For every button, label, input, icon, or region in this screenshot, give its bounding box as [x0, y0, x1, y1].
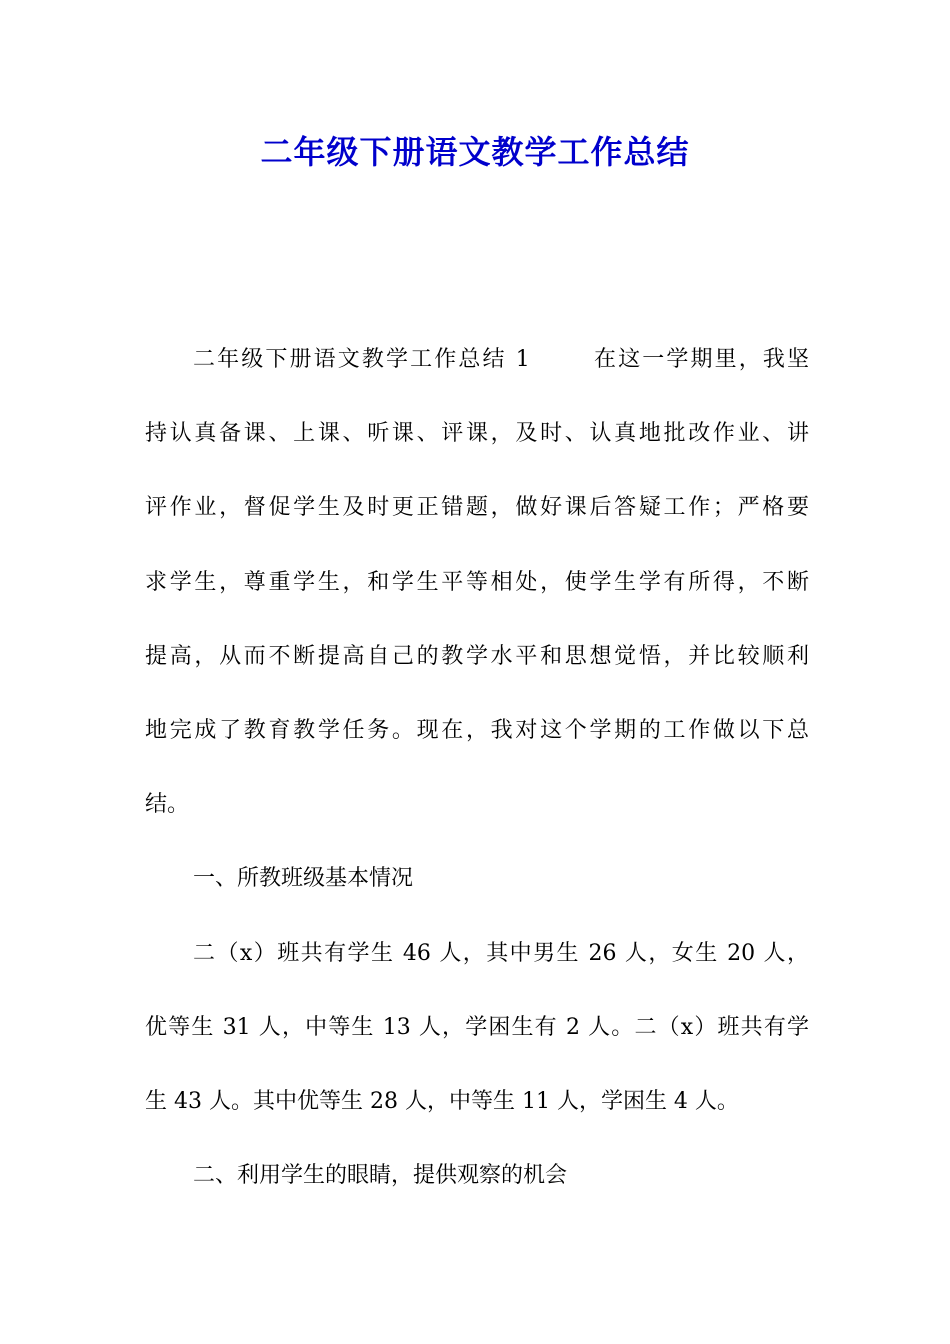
paragraph-text: 在这一学期里，我坚 — [591, 347, 809, 372]
section-heading: 一、所教班级基本情况 — [193, 866, 414, 892]
section-heading: 二、利用学生的眼睛，提供观察的机会 — [193, 1163, 568, 1189]
paragraph-line: 优等生 31 人，中等生 13 人，学困生有 2 人。二（x）班共有学 — [145, 1014, 809, 1040]
paragraph-line: 地完成了教育教学任务。现在，我对这个学期的工作做以下总 — [145, 717, 809, 743]
paragraph-line — [145, 336, 809, 410]
paragraph-line: 持认真备课、上课、听课、评课，及时、认真地批改作业、讲 — [145, 421, 809, 447]
paragraph-line: 求学生，尊重学生，和学生平等相处，使学生学有所得，不断 — [145, 569, 809, 595]
paragraph-line: 二（x）班共有学生 46 人，其中男生 26 人，女生 20 人， — [193, 940, 809, 966]
paragraph-line: 生 43 人。其中优等生 28 人，中等生 11 人，学困生 4 人。 — [145, 1088, 739, 1114]
paragraph-heading: 二年级下册语文教学工作总结 1 — [193, 347, 530, 372]
document-body — [145, 336, 809, 1226]
paragraph-line: 评作业，督促学生及时更正错题，做好课后答疑工作；严格要 — [145, 495, 809, 521]
paragraph-line: 结。 — [145, 792, 190, 818]
paragraph-line: 提高，从而不断提高自己的教学水平和思想觉悟，并比较顺利 — [145, 643, 809, 669]
document-title: 二年级下册语文教学工作总结 — [260, 133, 690, 171]
